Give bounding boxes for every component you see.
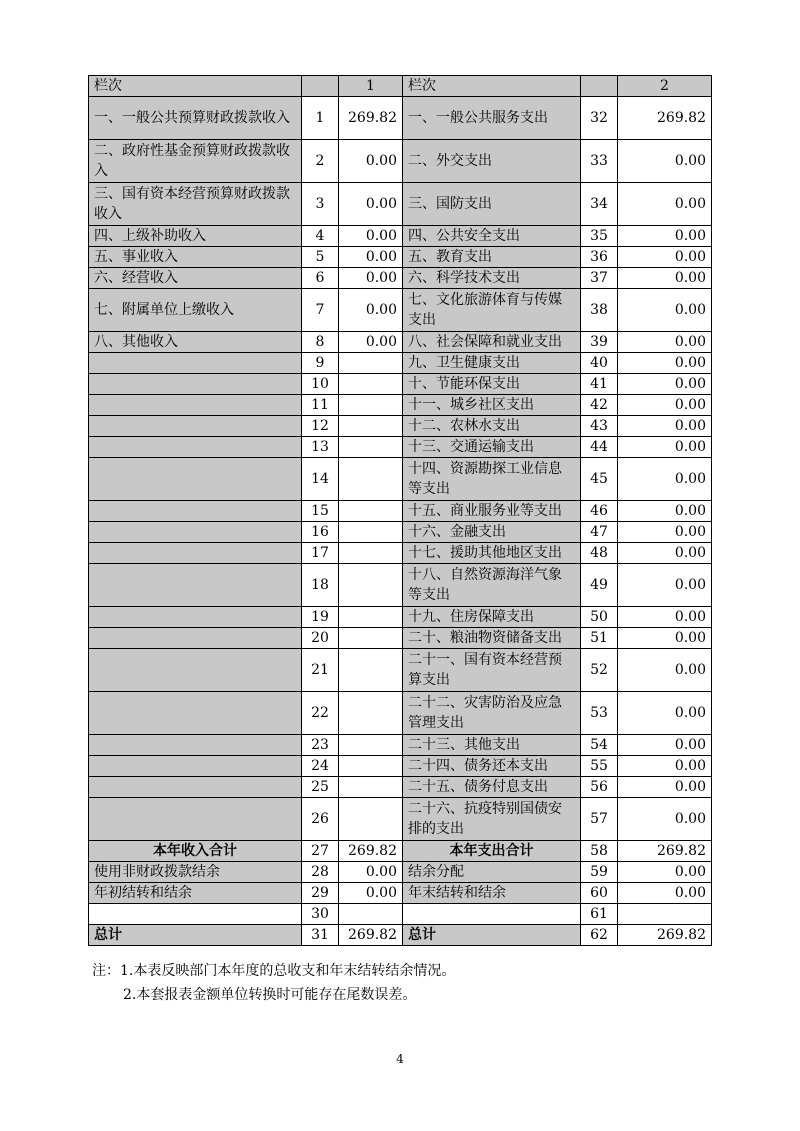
header-left-col-number: 1 — [339, 76, 403, 97]
income-row-number: 19 — [302, 607, 339, 628]
expense-amount: 0.00 — [618, 564, 712, 607]
expense-item: 十七、援助其他地区支出 — [403, 543, 581, 564]
expense-row-number: 52 — [581, 649, 618, 692]
expense-row-number: 49 — [581, 564, 618, 607]
income-amount — [339, 756, 403, 777]
income-item — [89, 501, 302, 522]
income-row-number: 30 — [302, 904, 339, 925]
income-amount — [339, 904, 403, 925]
income-amount — [339, 374, 403, 395]
table-row — [89, 416, 712, 437]
expense-row-number: 35 — [581, 226, 618, 247]
expense-amount: 0.00 — [618, 735, 712, 756]
expense-row-number: 43 — [581, 416, 618, 437]
income-row-number: 23 — [302, 735, 339, 756]
expense-row-number: 44 — [581, 437, 618, 458]
table-row — [89, 862, 712, 883]
expense-row-number: 53 — [581, 692, 618, 735]
expense-row-number: 57 — [581, 798, 618, 841]
income-item: 六、经营收入 — [89, 268, 302, 289]
expense-row-number: 33 — [581, 140, 618, 183]
expense-amount: 0.00 — [618, 883, 712, 904]
income-item — [89, 777, 302, 798]
income-row-number: 6 — [302, 268, 339, 289]
expense-item: 十一、城乡社区支出 — [403, 395, 581, 416]
table-row — [89, 332, 712, 353]
income-row-number: 28 — [302, 862, 339, 883]
income-amount — [339, 543, 403, 564]
income-item: 本年收入合计 — [89, 841, 302, 862]
income-item: 一、一般公共预算财政拨款收入 — [89, 97, 302, 140]
expense-amount: 0.00 — [618, 268, 712, 289]
expense-amount: 0.00 — [618, 862, 712, 883]
expense-item: 十、节能环保支出 — [403, 374, 581, 395]
expense-row-number: 56 — [581, 777, 618, 798]
expense-item: 十四、资源勘探工业信息等支出 — [403, 458, 581, 501]
table-row — [89, 522, 712, 543]
income-item — [89, 628, 302, 649]
table-row — [89, 289, 712, 332]
income-item — [89, 904, 302, 925]
expense-row-number: 46 — [581, 501, 618, 522]
income-item — [89, 522, 302, 543]
expense-amount: 0.00 — [618, 395, 712, 416]
page-number: 4 — [396, 1052, 404, 1066]
table-row — [89, 458, 712, 501]
expense-item: 二十四、债务还本支出 — [403, 756, 581, 777]
income-item — [89, 395, 302, 416]
table-row — [89, 140, 712, 183]
footnote-2: 2.本套报表金额单位转换时可能存在尾数误差。 — [123, 987, 417, 1003]
expense-item: 二十三、其他支出 — [403, 735, 581, 756]
income-amount — [339, 395, 403, 416]
income-row-number: 18 — [302, 564, 339, 607]
expense-amount: 0.00 — [618, 247, 712, 268]
expense-item: 五、教育支出 — [403, 247, 581, 268]
expense-amount: 0.00 — [618, 140, 712, 183]
income-amount: 0.00 — [339, 226, 403, 247]
expense-amount: 0.00 — [618, 628, 712, 649]
income-amount: 0.00 — [339, 883, 403, 904]
table-row — [89, 777, 712, 798]
income-item — [89, 649, 302, 692]
expense-row-number: 34 — [581, 183, 618, 226]
expense-item: 二十六、抗疫特别国债安排的支出 — [403, 798, 581, 841]
expense-amount: 269.82 — [618, 841, 712, 862]
expense-row-number: 40 — [581, 353, 618, 374]
expense-item: 十五、商业服务业等支出 — [403, 501, 581, 522]
income-amount — [339, 649, 403, 692]
income-row-number: 26 — [302, 798, 339, 841]
income-row-number: 3 — [302, 183, 339, 226]
income-row-number: 12 — [302, 416, 339, 437]
income-item — [89, 798, 302, 841]
income-row-number: 20 — [302, 628, 339, 649]
expense-row-number: 51 — [581, 628, 618, 649]
header-left-blank — [302, 76, 339, 97]
footnote-1: 注：1.本表反映部门本年度的总收支和年末结转结余情况。 — [92, 963, 456, 979]
table-row — [89, 841, 712, 862]
income-row-number: 27 — [302, 841, 339, 862]
expense-amount: 0.00 — [618, 437, 712, 458]
income-row-number: 15 — [302, 501, 339, 522]
expense-item: 七、文化旅游体育与传媒支出 — [403, 289, 581, 332]
expense-row-number: 55 — [581, 756, 618, 777]
table-row — [89, 756, 712, 777]
expense-row-number: 50 — [581, 607, 618, 628]
income-item — [89, 374, 302, 395]
income-row-number: 8 — [302, 332, 339, 353]
income-item: 二、政府性基金预算财政拨款收入 — [89, 140, 302, 183]
income-amount — [339, 522, 403, 543]
table-row — [89, 904, 712, 925]
income-amount: 0.00 — [339, 268, 403, 289]
expense-row-number: 61 — [581, 904, 618, 925]
income-amount: 0.00 — [339, 140, 403, 183]
income-row-number: 14 — [302, 458, 339, 501]
header-right-col-number: 2 — [618, 76, 712, 97]
expense-row-number: 47 — [581, 522, 618, 543]
income-row-number: 22 — [302, 692, 339, 735]
income-amount — [339, 437, 403, 458]
expense-amount: 0.00 — [618, 458, 712, 501]
income-row-number: 24 — [302, 756, 339, 777]
income-row-number: 4 — [302, 226, 339, 247]
income-item: 五、事业收入 — [89, 247, 302, 268]
table-body — [89, 76, 712, 946]
expense-amount: 0.00 — [618, 522, 712, 543]
income-item — [89, 692, 302, 735]
income-amount: 0.00 — [339, 862, 403, 883]
income-row-number: 1 — [302, 97, 339, 140]
income-item — [89, 543, 302, 564]
income-row-number: 13 — [302, 437, 339, 458]
footnotes — [92, 959, 455, 1007]
income-row-number: 17 — [302, 543, 339, 564]
expense-item: 一、一般公共服务支出 — [403, 97, 581, 140]
table-row — [89, 97, 712, 140]
expense-amount: 0.00 — [618, 416, 712, 437]
expense-amount: 0.00 — [618, 798, 712, 841]
table-row — [89, 564, 712, 607]
expense-item: 九、卫生健康支出 — [403, 353, 581, 374]
table-header-row — [89, 76, 712, 97]
income-amount: 269.82 — [339, 841, 403, 862]
expense-item: 结余分配 — [403, 862, 581, 883]
expense-item: 二十五、债务付息支出 — [403, 777, 581, 798]
expense-row-number: 42 — [581, 395, 618, 416]
income-amount — [339, 777, 403, 798]
expense-row-number: 59 — [581, 862, 618, 883]
expense-item: 二十二、灾害防治及应急管理支出 — [403, 692, 581, 735]
expense-amount: 0.00 — [618, 543, 712, 564]
expense-item: 二、外交支出 — [403, 140, 581, 183]
expense-item: 六、科学技术支出 — [403, 268, 581, 289]
table-row — [89, 925, 712, 946]
income-row-number: 9 — [302, 353, 339, 374]
expense-item — [403, 904, 581, 925]
expense-row-number: 45 — [581, 458, 618, 501]
table-row — [89, 798, 712, 841]
header-right-label: 栏次 — [403, 76, 581, 97]
income-row-number: 7 — [302, 289, 339, 332]
expense-row-number: 48 — [581, 543, 618, 564]
header-right-blank — [581, 76, 618, 97]
income-item — [89, 458, 302, 501]
table-row — [89, 226, 712, 247]
income-item — [89, 735, 302, 756]
income-row-number: 25 — [302, 777, 339, 798]
table-row — [89, 543, 712, 564]
income-amount — [339, 353, 403, 374]
income-amount — [339, 607, 403, 628]
table-row — [89, 268, 712, 289]
expense-amount: 0.00 — [618, 289, 712, 332]
income-item: 三、国有资本经营预算财政拨款收入 — [89, 183, 302, 226]
expense-amount: 0.00 — [618, 692, 712, 735]
expense-amount: 0.00 — [618, 226, 712, 247]
income-amount: 0.00 — [339, 289, 403, 332]
income-item — [89, 353, 302, 374]
expense-row-number: 54 — [581, 735, 618, 756]
income-item: 使用非财政拨款结余 — [89, 862, 302, 883]
table-row — [89, 883, 712, 904]
income-amount: 269.82 — [339, 925, 403, 946]
income-item: 年初结转和结余 — [89, 883, 302, 904]
header-left-label: 栏次 — [89, 76, 302, 97]
table-row — [89, 247, 712, 268]
expense-amount: 0.00 — [618, 777, 712, 798]
expense-amount: 0.00 — [618, 374, 712, 395]
income-item — [89, 437, 302, 458]
expense-item: 十二、农林水支出 — [403, 416, 581, 437]
income-row-number: 2 — [302, 140, 339, 183]
income-row-number: 31 — [302, 925, 339, 946]
expense-row-number: 58 — [581, 841, 618, 862]
income-item: 七、附属单位上缴收入 — [89, 289, 302, 332]
expense-item: 二十一、国有资本经营预算支出 — [403, 649, 581, 692]
income-row-number: 10 — [302, 374, 339, 395]
table-row — [89, 353, 712, 374]
expense-amount: 0.00 — [618, 501, 712, 522]
table-row — [89, 501, 712, 522]
income-item — [89, 756, 302, 777]
expense-amount: 0.00 — [618, 756, 712, 777]
expense-row-number: 37 — [581, 268, 618, 289]
expense-item: 三、国防支出 — [403, 183, 581, 226]
income-row-number: 16 — [302, 522, 339, 543]
expense-item: 十九、住房保障支出 — [403, 607, 581, 628]
expense-item: 四、公共安全支出 — [403, 226, 581, 247]
expense-row-number: 36 — [581, 247, 618, 268]
table-row — [89, 437, 712, 458]
table-row — [89, 692, 712, 735]
expense-amount: 0.00 — [618, 353, 712, 374]
expense-row-number: 32 — [581, 97, 618, 140]
expense-amount: 269.82 — [618, 97, 712, 140]
income-row-number: 5 — [302, 247, 339, 268]
income-item: 八、其他收入 — [89, 332, 302, 353]
income-expenditure-table — [88, 75, 712, 946]
income-amount: 269.82 — [339, 97, 403, 140]
expense-item: 二十、粮油物资储备支出 — [403, 628, 581, 649]
expense-item: 年末结转和结余 — [403, 883, 581, 904]
table-row — [89, 607, 712, 628]
expense-item: 十八、自然资源海洋气象等支出 — [403, 564, 581, 607]
expense-amount: 0.00 — [618, 607, 712, 628]
income-amount — [339, 564, 403, 607]
income-amount: 0.00 — [339, 332, 403, 353]
table-row — [89, 649, 712, 692]
income-amount — [339, 798, 403, 841]
table-row — [89, 628, 712, 649]
table-row — [89, 735, 712, 756]
expense-row-number: 60 — [581, 883, 618, 904]
expense-item: 十三、交通运输支出 — [403, 437, 581, 458]
income-item — [89, 607, 302, 628]
income-item — [89, 564, 302, 607]
income-amount: 0.00 — [339, 247, 403, 268]
expense-amount — [618, 904, 712, 925]
income-amount — [339, 735, 403, 756]
income-item: 总计 — [89, 925, 302, 946]
expense-amount: 269.82 — [618, 925, 712, 946]
income-amount — [339, 416, 403, 437]
income-amount — [339, 628, 403, 649]
expense-amount: 0.00 — [618, 183, 712, 226]
income-amount: 0.00 — [339, 183, 403, 226]
income-row-number: 11 — [302, 395, 339, 416]
expense-amount: 0.00 — [618, 332, 712, 353]
expense-amount: 0.00 — [618, 649, 712, 692]
income-item — [89, 416, 302, 437]
expense-row-number: 62 — [581, 925, 618, 946]
expense-item: 总计 — [403, 925, 581, 946]
table-row — [89, 183, 712, 226]
income-amount — [339, 501, 403, 522]
expense-row-number: 41 — [581, 374, 618, 395]
expense-item: 本年支出合计 — [403, 841, 581, 862]
income-amount — [339, 692, 403, 735]
expense-item: 八、社会保障和就业支出 — [403, 332, 581, 353]
expense-item: 十六、金融支出 — [403, 522, 581, 543]
income-row-number: 21 — [302, 649, 339, 692]
income-amount — [339, 458, 403, 501]
table-row — [89, 395, 712, 416]
income-item: 四、上级补助收入 — [89, 226, 302, 247]
expense-row-number: 38 — [581, 289, 618, 332]
expense-row-number: 39 — [581, 332, 618, 353]
table-row — [89, 374, 712, 395]
income-row-number: 29 — [302, 883, 339, 904]
